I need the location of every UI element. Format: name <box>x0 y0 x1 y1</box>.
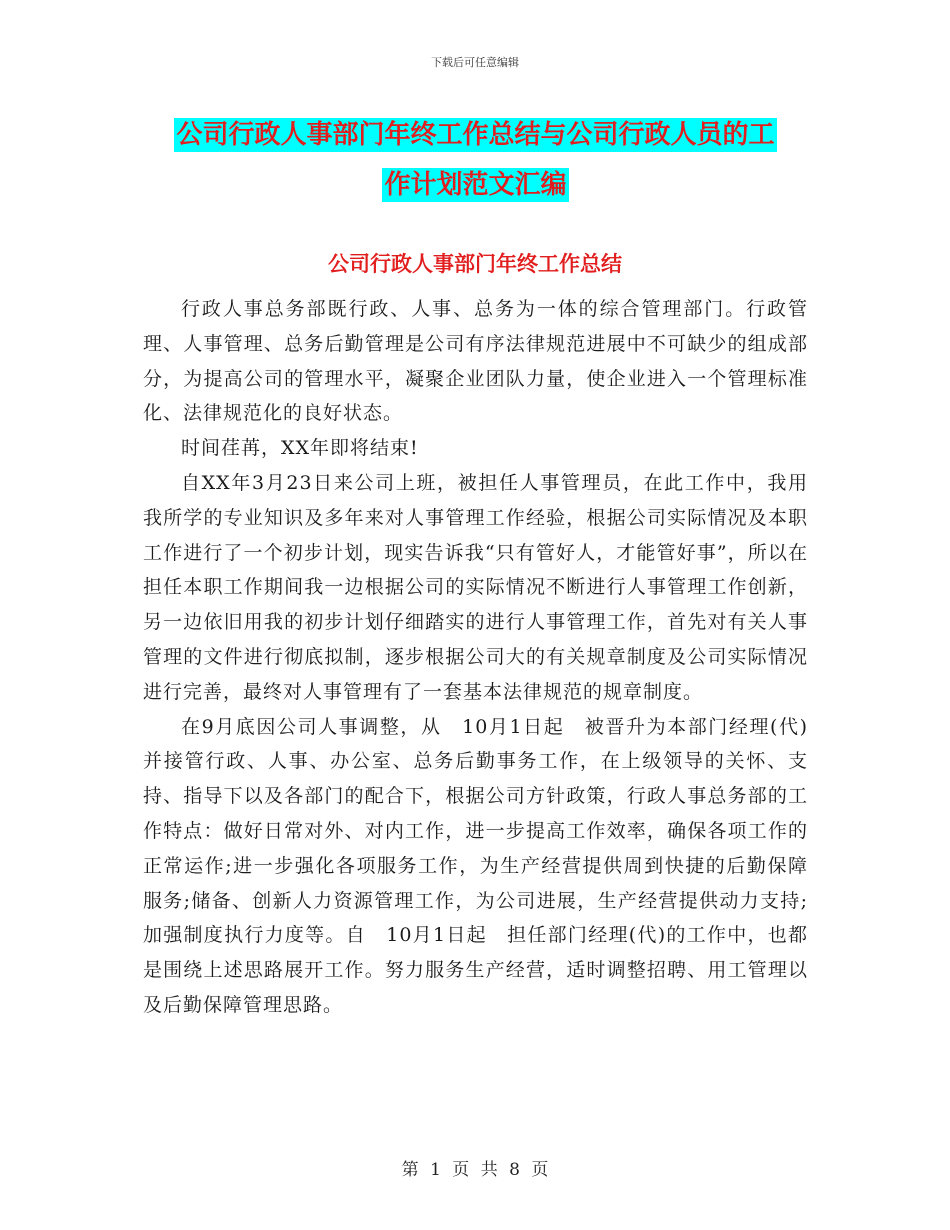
title-line-2: 作计划范文汇编 <box>384 170 567 200</box>
title-line-1: 公司行政人事部门年终工作总结与公司行政人员的工 <box>176 120 775 150</box>
header-note: 下载后可任意编辑 <box>431 56 519 69</box>
page-footer: 第 1 页 共 8 页 <box>401 1160 549 1180</box>
body-text <box>143 292 808 1023</box>
paragraph: 在9月底因公司人事调整，从 10月1日起 被晋升为本部门经理(代)并接管行政、人事、办公室、总务后勤事务工作，在上级领导的关怀、支持、指导下以及各部门的配合下，根据公司方针政策，行政人事总务部的工作特点：做好日常对外、对内工作，进一步提高工作效率，确保各项工作的正常运作;进一步强化各项服务工作，为生产经营提供周到快捷的后勤保障服务;储备、创新人力资源管理工作，为公司进展，生产经营提供动力支持;加强制度执行力度等。自 10月1日起 担任部门经理(代)的工作中，也都是围绕上述思路展开工作。努力服务生产经营，适时调整招聘、用工管理以及后勤保障管理思路。 <box>143 715 808 1016</box>
document-title <box>143 110 808 210</box>
section-title: 公司行政人事部门年终工作总结 <box>328 252 622 276</box>
paragraph: 自XX年3月23日来公司上班，被担任人事管理员，在此工作中，我用我所学的专业知识及多年来对人事管理工作经验，根据公司实际情况及本职工作进行了一个初步计划，现实告诉我“只有管好人，才能管好事”，所以在担任本职工作期间我一边根据公司的实际情况不断进行人事管理工作创新，另一边依旧用我的初步计划仔细踏实的进行人事管理工作，首先对有关人事管理的文件进行彻底拟制，逐步根据公司大的有关规章制度及公司实际情况进行完善，最终对人事管理有了一套基本法律规范的规章制度。 <box>143 471 808 703</box>
paragraph: 行政人事总务部既行政、人事、总务为一体的综合管理部门。行政管理、人事管理、总务后勤管理是公司有序法律规范进展中不可缺少的组成部分，为提高公司的管理水平，凝聚企业团队力量，使企业进入一个管理标准化、法律规范化的良好状态。 <box>143 298 808 425</box>
paragraph: 时间荏苒，XX年即将结束! <box>181 437 419 460</box>
